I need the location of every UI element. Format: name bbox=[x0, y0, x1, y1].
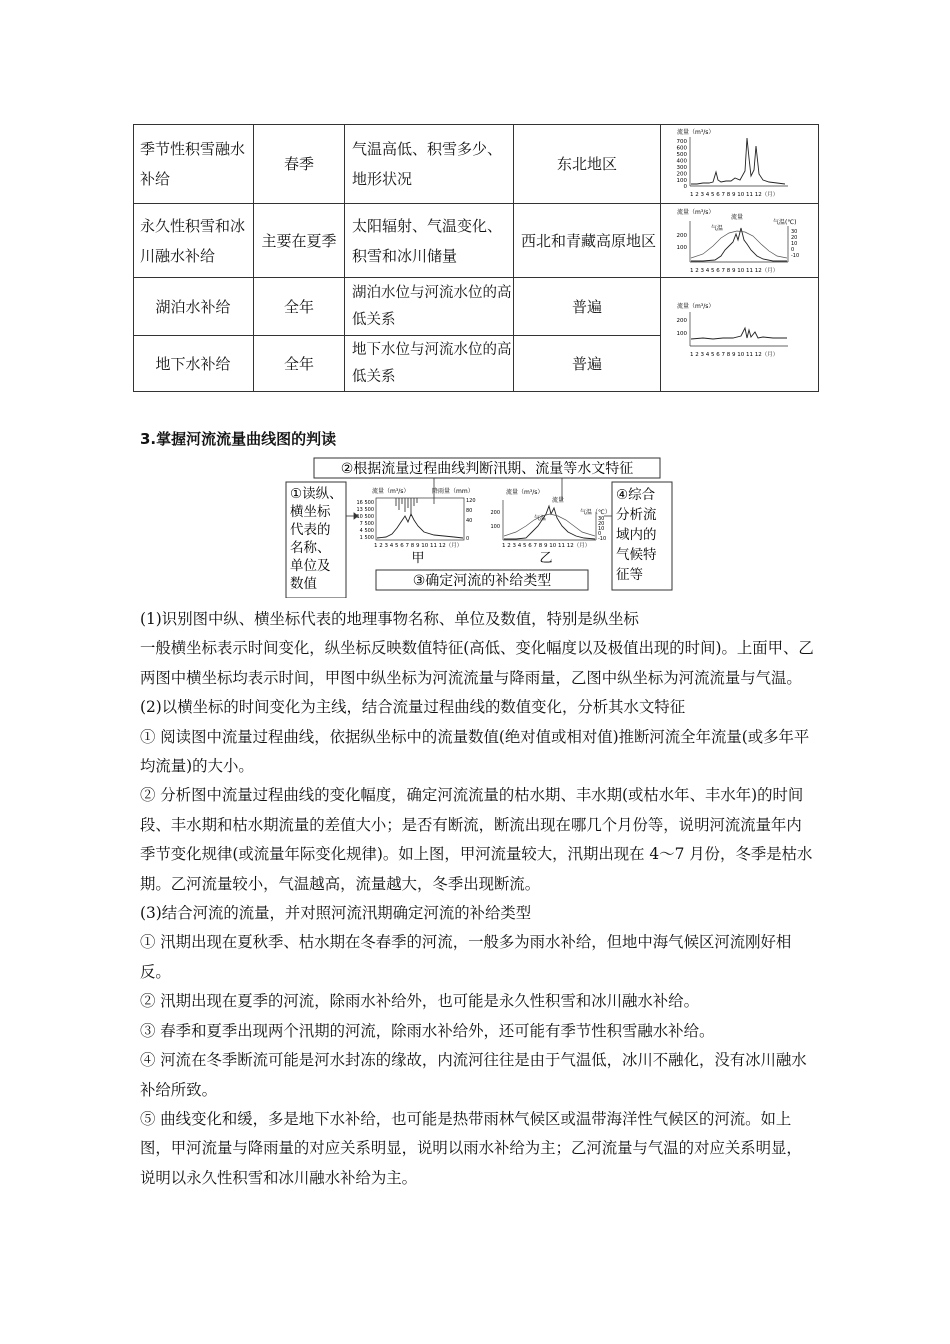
yi-temp-tick: 0 bbox=[598, 531, 602, 537]
chart1-ytick: 500 bbox=[676, 152, 687, 158]
table-row-4-factors: 地下水位与河流水位的高低关系 bbox=[352, 341, 512, 385]
section-heading: 3.掌握河流流量曲线图的判读 bbox=[140, 430, 337, 448]
diagram-left-line: 横坐标 bbox=[290, 504, 331, 520]
yi-label: 乙 bbox=[539, 551, 553, 566]
table-row-3-factors: 湖泊水位与河流水位的高低关系 bbox=[352, 284, 512, 328]
table-row-2-factors: 太阳辐射、气温变化、积雪和冰川储量 bbox=[352, 216, 503, 265]
chart1-ytick: 700 bbox=[676, 139, 687, 145]
chart1-ytick: 300 bbox=[676, 165, 687, 171]
chart2-legend-flow: 流量 bbox=[731, 214, 744, 221]
diagram-right-line: ④综合 bbox=[616, 487, 656, 503]
paragraph: ③ 春季和夏季出现两个汛期的河流，除雨水补给外，还可能有季节性积雪融水补给。 bbox=[140, 1021, 715, 1040]
table-row-1-season: 春季 bbox=[283, 154, 314, 173]
diagram-right-line: 域内的 bbox=[616, 527, 657, 543]
body-text bbox=[140, 605, 816, 1193]
chart1-ytick: 200 bbox=[676, 171, 687, 178]
jia-label: 甲 bbox=[411, 551, 425, 566]
table-row-4-type: 地下水补给 bbox=[155, 354, 231, 373]
paragraph: 一般横坐标表示时间变化，纵坐标反映数值特征(高低、变化幅度以及极值出现的时间)。上面甲、乙两图中横坐标均表示时间，甲图中纵坐标为河流流量与降雨量，乙图中纵坐标为河流流量与气温。 bbox=[140, 639, 814, 687]
paragraph: (2)以横坐标的时间变化为主线，结合流量过程曲线的数值变化，分析其水文特征 bbox=[140, 698, 686, 717]
paragraph: (1)识别图中纵、横坐标代表的地理事物名称、单位及数值，特别是纵坐标 bbox=[140, 610, 639, 628]
jia-months: 1 2 3 4 5 6 7 8 9 10 11 12（月） bbox=[374, 543, 463, 549]
jia-ytick: 4 500 bbox=[359, 528, 374, 534]
paragraph: ② 分析图中流量过程曲线的变化幅度，确定河流流量的枯水期、丰水期(或枯水年、丰水年)的时间段、丰水期和枯水期流量的差值大小；是否有断流，断流出现在哪几个月份等，说明河流流量年内季节变化规律(或流量年际变化规律)。如上图，甲河流量较大，汛期出现在 4～7 月份，冬季是枯水期。乙河流量较小，气温越高，流量越大，冬季出现断流。 bbox=[140, 786, 813, 893]
diagram-top-box-label: ②根据流量过程曲线判断汛期、流量等水文特征 bbox=[340, 461, 634, 477]
jia-rain-tick: 80 bbox=[466, 508, 473, 514]
chart3-flow-line bbox=[691, 328, 787, 339]
jia-ytick: 16 500 bbox=[356, 500, 374, 506]
diagram-left-line: 数值 bbox=[290, 576, 317, 592]
table-row-4-region: 普遍 bbox=[571, 354, 602, 373]
diagram-left-line: 单位及 bbox=[290, 558, 331, 574]
table-row-3-season: 全年 bbox=[283, 297, 314, 316]
jia-flow-line bbox=[377, 514, 463, 538]
chart1-months: 1 2 3 4 5 6 7 8 9 10 11 12（月） bbox=[690, 192, 779, 198]
paragraph: ⑤ 曲线变化和缓，多是地下水补给，也可能是热带雨林气候区或温带海洋性气候区的河流。如上图，甲河流量与降雨量的对应关系明显，说明以雨水补给为主；乙河流量与气温的对应关系明显，说明以永久性积雪和冰川融水补给为主。 bbox=[140, 1109, 802, 1187]
chart3-ytick: 200 bbox=[676, 318, 687, 324]
table-row-2-region: 西北和青藏高原地区 bbox=[521, 231, 657, 250]
jia-ytick: 1 500 bbox=[359, 535, 374, 541]
table-row-4-season: 全年 bbox=[283, 354, 314, 373]
glacier-flow-chart bbox=[663, 206, 817, 276]
chart1-ytick: 600 bbox=[676, 145, 687, 152]
paragraph: ④ 河流在冬季断流可能是河水封冻的缘故，内流河往往是由于气温低，冰川不融化，没有冰川融水补给所致。 bbox=[140, 1051, 807, 1099]
chart-jia bbox=[357, 487, 476, 566]
diagram-right-line: 气候特 bbox=[616, 547, 657, 563]
paragraph: ② 汛期出现在夏季的河流，除雨水补给外，也可能是永久性积雪和冰川融水补给。 bbox=[140, 992, 699, 1011]
chart2-months: 1 2 3 4 5 6 7 8 9 10 11 12（月） bbox=[690, 268, 779, 274]
chart3-months: 1 2 3 4 5 6 7 8 9 10 11 12（月） bbox=[690, 352, 779, 358]
flow-curve-diagram bbox=[284, 456, 674, 598]
jia-rain-tick: 0 bbox=[466, 536, 470, 542]
table-row-1-factors: 气温高低、积雪多少、地形状况 bbox=[352, 139, 503, 188]
yi-temp-axis: 气温（℃） bbox=[580, 509, 611, 516]
diagram-right-line: 征等 bbox=[616, 567, 643, 583]
jia-flow-axis: 流量（m³/s） bbox=[372, 488, 410, 495]
diagram-left-line: 名称、 bbox=[290, 540, 331, 556]
yi-months: 1 2 3 4 5 6 7 8 9 10 11 12（月） bbox=[502, 543, 591, 549]
diagram-left-line: 代表的 bbox=[290, 522, 331, 538]
yi-temp-line bbox=[504, 514, 595, 536]
chart2-temp-tick: 10 bbox=[791, 241, 798, 247]
supply-type-table bbox=[133, 124, 819, 392]
yi-legend-temp: 气温 bbox=[534, 515, 547, 522]
yi-ytick: 100 bbox=[490, 524, 500, 530]
yi-temp-tick: 20 bbox=[598, 521, 605, 527]
jia-ytick: 7 500 bbox=[359, 521, 374, 527]
chart2-legend-temp: 气温 bbox=[711, 225, 724, 232]
chart2-temp-tick: -10 bbox=[791, 253, 800, 259]
chart2-flow-line bbox=[691, 228, 787, 261]
chart2-temp-tick: 20 bbox=[791, 235, 798, 241]
jia-ytick: 10 500 bbox=[356, 514, 374, 520]
chart1-ytick: 400 bbox=[676, 158, 687, 165]
jia-ytick: 13 500 bbox=[356, 507, 374, 513]
chart2-flow-label: 流量（m³/s） bbox=[677, 209, 715, 216]
table-row-1-region: 东北地区 bbox=[556, 154, 617, 173]
table-row-3-type: 湖泊水补给 bbox=[155, 297, 231, 316]
jia-rain-axis: 降雨量（mm） bbox=[432, 488, 474, 495]
diagram-left-line: ①读纵、 bbox=[290, 486, 343, 502]
chart2-ytick: 100 bbox=[676, 245, 687, 251]
yi-flow-axis: 流量（m³/s） bbox=[506, 489, 544, 496]
yi-temp-tick: 30 bbox=[598, 516, 605, 522]
table-row-2-type: 永久性积雪和冰川融水补给 bbox=[140, 216, 246, 265]
chart3-flow-label: 流量（m³/s） bbox=[677, 303, 715, 310]
chart1-flow-label: 流量（m³/s） bbox=[677, 129, 715, 136]
paragraph: ① 阅读图中流量过程曲线，依据纵坐标中的流量数值(绝对值或相对值)推断河流全年流量(或多年平均流量)的大小。 bbox=[140, 727, 810, 776]
yi-temp-tick: 10 bbox=[598, 526, 605, 532]
chart2-temp-tick: 30 bbox=[791, 229, 798, 235]
jia-rain-tick: 120 bbox=[466, 498, 476, 504]
table-row-3-region: 普遍 bbox=[571, 297, 602, 316]
diagram-right-line: 分析流 bbox=[616, 507, 657, 523]
snowmelt-flow-chart bbox=[663, 126, 817, 200]
table-row-1-type: 季节性积雪融水补给 bbox=[140, 139, 246, 188]
chart2-temp-tick: 0 bbox=[791, 247, 795, 253]
steady-flow-chart bbox=[663, 300, 817, 360]
yi-legend-flow: 流量 bbox=[552, 497, 565, 504]
chart1-ytick: 0 bbox=[683, 184, 687, 190]
chart3-ytick: 100 bbox=[676, 331, 687, 337]
paragraph: ① 汛期出现在夏秋季、枯水期在冬春季的河流，一般多为雨水补给，但地中海气候区河流刚好相反。 bbox=[140, 933, 792, 981]
jia-rain-tick: 40 bbox=[466, 518, 473, 524]
yi-ytick: 200 bbox=[490, 510, 500, 516]
diagram-bottom-box-label: ③确定河流的补给类型 bbox=[412, 573, 552, 589]
chart-yi bbox=[490, 488, 610, 566]
paragraph: (3)结合河流的流量，并对照河流汛期确定河流的补给类型 bbox=[140, 904, 532, 923]
yi-temp-tick: -10 bbox=[598, 536, 607, 542]
chart1-flow-line bbox=[691, 138, 785, 184]
chart2-ytick: 200 bbox=[676, 233, 687, 239]
chart2-temp-axis: 气温(℃) bbox=[773, 219, 797, 226]
table-row-2-season: 主要在夏季 bbox=[261, 231, 337, 250]
chart1-ytick: 100 bbox=[676, 178, 687, 184]
